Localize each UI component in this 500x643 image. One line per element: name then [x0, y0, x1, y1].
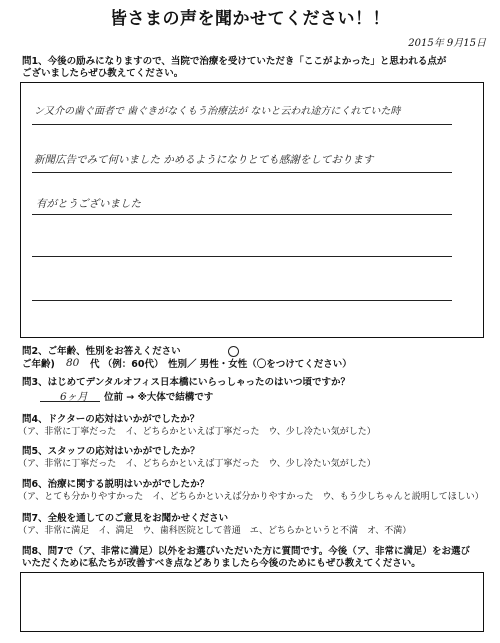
q1-answer-line-3: 有がとうございました [36, 198, 141, 210]
q3-label: 問3、はじめてデンタルオフィス日本橋にいらっしゃったのはいつ頃ですか？ [22, 377, 350, 388]
q5-label: 問5、スタッフの応対はいかがでしたか？ [22, 446, 200, 457]
q2-label: 問2、ご年齢、性別をお答えください [22, 346, 181, 357]
answer-rule-3 [32, 214, 452, 215]
q2-age-prefix: ご年齢) [22, 359, 55, 370]
q2-age-suffix: 代 （例：60代） [90, 359, 164, 370]
q2-gender[interactable]: 性別／ 男性・女性（〇をつけてください） [168, 359, 352, 370]
answer-rule-4 [32, 256, 452, 257]
answer-rule-2 [32, 172, 452, 173]
q8-answer-box[interactable] [20, 572, 484, 632]
q4-options[interactable]: （ア、非常に丁寧だった イ、どちらかといえば丁寧だった ウ、少し冷たい気がした） [18, 427, 376, 437]
q8-label-line1: 問8、問7で（ア、非常に満足）以外をお選びいただいた方に質問です。今後（ア、非常に満足）をお選び [22, 546, 470, 557]
q3-underline [40, 401, 100, 402]
q4-label: 問4、ドクターの応対はいかがでしたか？ [22, 414, 200, 425]
q8-label-line2: いただくために私たちが改善すべき点などありましたら今後のためにもぜひ教えてください。 [22, 558, 421, 569]
q3-suffix: 位前 → ※大体で結構です [104, 392, 214, 403]
q3-value[interactable]: 6ヶ月 [60, 391, 88, 403]
q1-label-line2: ございましたらぜひ教えてください。 [22, 68, 184, 79]
q1-label-line1: 問1、今後の励みになりますので、当院で治療を受けていただき「ここがよかった」と思われる点が [22, 56, 447, 67]
q2-age-value[interactable]: 80 [66, 357, 80, 369]
q6-label: 問6、治療に関する説明はいかがでしたか？ [22, 479, 210, 490]
handwritten-date: 2015年 9月15日 [408, 38, 486, 49]
survey-title: 皆さまの声を聞かせてください！！ [110, 9, 390, 29]
answer-rule-1 [32, 124, 452, 125]
q1-answer-line-2: 新聞広告でみて何いました かめるようになりとても感謝をしております [34, 154, 374, 166]
q1-answer-line-1: ン又介の歯ぐ面者で 歯ぐきがなくもう治療法が ないと云われ途方にくれていた時 [34, 106, 401, 117]
answer-rule-5 [32, 300, 452, 301]
q5-options[interactable]: （ア、非常に丁寧だった イ、どちらかといえば丁寧だった ウ、少し冷たい気がした） [18, 459, 376, 469]
q6-options[interactable]: （ア、とても分かりやすかった イ、どちらかといえば分かりやすかった ウ、もう少しちゃんと説明してほしい） [18, 492, 484, 502]
gender-selection-circle [228, 346, 239, 357]
q7-label: 問7、全般を通してのご意見をお聞かせください [22, 513, 229, 524]
q7-options[interactable]: （ア、非常に満足 イ、満足 ウ、歯科医院として普通 エ、どちらかというと不満 オ、不満） [18, 526, 412, 536]
